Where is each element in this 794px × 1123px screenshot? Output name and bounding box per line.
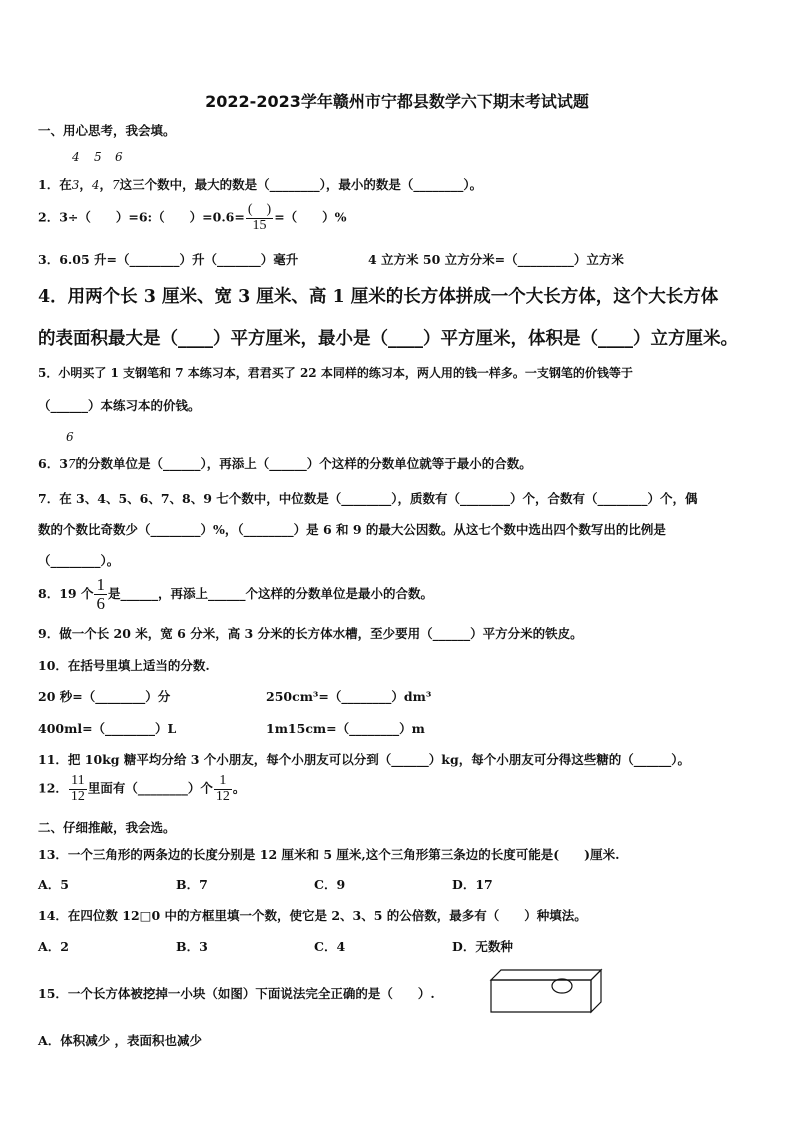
q1-frac2-denominator: 4 xyxy=(91,178,100,192)
q12-fraction-2: $\frac{1}{12}$ xyxy=(215,773,230,804)
question-5-line-2: （______）本练习本的价钱。 xyxy=(38,398,201,413)
q14-option-c[interactable]: C．4 xyxy=(314,939,346,954)
q8-fraction: $\frac{1}{6}$ xyxy=(96,575,105,613)
question-7-line-1: 7．在 3、4、5、6、7、8、9 七个数中，中位数是（________），质数有（________）个，合数有（________）个，偶 xyxy=(38,491,698,506)
question-6: 6．37的分数单位是（______），再添上（______）个这样的分数单位就等于最小的合数。 xyxy=(38,456,532,471)
question-13-options xyxy=(38,875,590,893)
question-14-options xyxy=(38,937,590,955)
question-15: 15．一个长方体被挖掉一小块（如图）下面说法完全正确的是（ ）. xyxy=(38,986,435,1001)
question-4-line-2: 的表面积最大是（____）平方厘米，最小是（____）平方厘米，体积是（____）立方厘米。 xyxy=(38,329,738,349)
q15-option-a[interactable]: A．体积减少 ，表面积也减少 xyxy=(38,1033,203,1048)
question-10-row1-b: 250cm³=（________）dm³ xyxy=(266,689,432,704)
question-3-b: 4 立方米 50 立方分米=（_________）立方米 xyxy=(368,252,624,267)
question-1: 1．在3，4，7这三个数中，最大的数是（________），最小的数是（________）。 xyxy=(38,177,483,192)
question-8: 8．19 个 $\frac{1}{6}$ 是______，再添上______个这样的分数单位是最小的合数。 xyxy=(38,575,433,613)
question-10-row2-a: 400ml=（________）L xyxy=(38,721,177,736)
q2-fraction: $\frac{( )}{15}$ xyxy=(247,202,272,233)
question-10-heading: 10．在括号里填上适当的分数. xyxy=(38,658,210,673)
q1-frac3-denominator: 7 xyxy=(112,178,120,192)
question-5-line-1: 5．小明买了 1 支钢笔和 7 本练习本，君君买了 22 本同样的练习本，两人用的钱一样多。一支钢笔的价钱等于 xyxy=(38,366,633,380)
section-heading-1: 一、用心思考，我会填。 xyxy=(38,123,176,138)
q6-denominator: 7 xyxy=(67,457,76,471)
question-10-row2-b: 1m15cm=（________）m xyxy=(266,721,425,736)
question-14: 14．在四位数 12□0 中的方框里填一个数，使它是 2、3、5 的公倍数，最多有（ ）种填法。 xyxy=(38,908,587,923)
cuboid-figure xyxy=(489,968,604,1014)
question-4-line-1: 4．用两个长 3 厘米、宽 3 厘米、高 1 厘米的长方体拼成一个大长方体，这个大长方体 xyxy=(38,287,719,307)
question-9: 9．做一个长 20 米，宽 6 分米，高 3 分米的长方体水槽，至少要用（______）平方分米的铁皮。 xyxy=(38,626,583,641)
question-2: 2．3÷（ ）=6:（ ）=0.6= $\frac{( )}{15}$ =（ ）% xyxy=(38,202,347,233)
section-heading-2: 二、仔细推敲，我会选。 xyxy=(38,820,176,835)
q13-option-a[interactable]: A．5 xyxy=(38,877,69,892)
q1-frac1-numerator: 4 xyxy=(72,150,80,164)
q13-option-d[interactable]: D．17 xyxy=(452,877,493,892)
q14-option-d[interactable]: D．无数种 xyxy=(452,939,513,954)
question-10-row1-a: 20 秒=（________）分 xyxy=(38,689,171,704)
question-11: 11．把 10kg 糖平均分给 3 个小朋友，每个小朋友可以分到（______）kg，每个小朋友可分得这些糖的（______）。 xyxy=(38,752,690,767)
q14-option-b[interactable]: B．3 xyxy=(176,939,208,954)
q6-numerator: 6 xyxy=(66,430,74,444)
q1-frac1-denominator: 3 xyxy=(71,178,80,192)
q13-option-b[interactable]: B．7 xyxy=(176,877,208,892)
question-12: 12． $\frac{11}{12}$ 里面有（________）个 $\frac{1}{12}$ 。 xyxy=(38,773,246,804)
question-13: 13．一个三角形的两条边的长度分别是 12 厘米和 5 厘米,这个三角形第三条边的长度可能是( )厘米. xyxy=(38,847,620,862)
question-3: 3．6.05 升=（________）升（_______）毫升 xyxy=(38,252,299,267)
q13-option-c[interactable]: C．9 xyxy=(314,877,346,892)
q1-frac2-numerator: 5 xyxy=(94,150,102,164)
q1-frac3-numerator: 6 xyxy=(115,150,123,164)
question-7-line-3: （________）。 xyxy=(38,553,120,568)
page-title: 2022-2023学年赣州市宁都县数学六下期末考试试题 xyxy=(205,92,589,111)
question-7-line-2: 数的个数比奇数少（________）%，（________）是 6 和 9 的最大公因数。从这七个数中选出四个数写出的比例是 xyxy=(38,522,666,537)
q14-option-a[interactable]: A．2 xyxy=(38,939,69,954)
q12-fraction-1: $\frac{11}{12}$ xyxy=(70,773,85,804)
